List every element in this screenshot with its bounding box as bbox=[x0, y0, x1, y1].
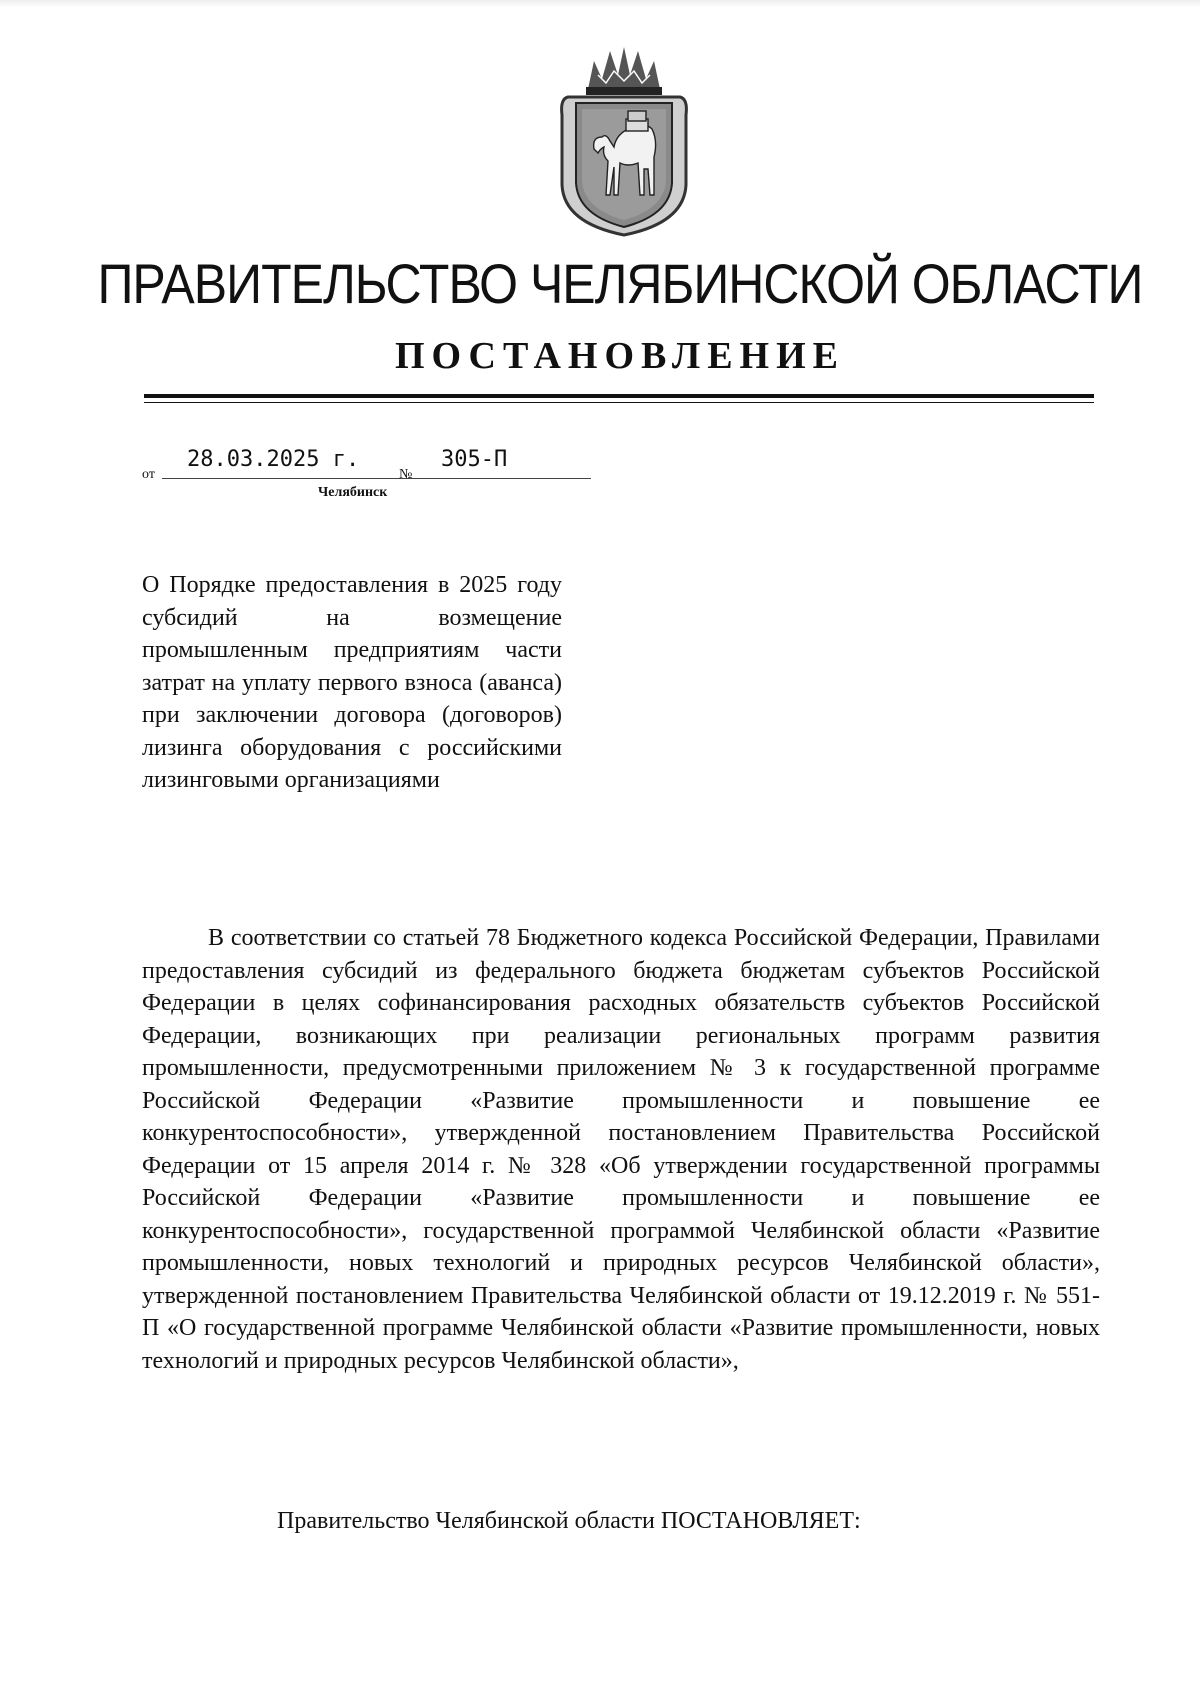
document-subject: О Порядке предоставления в 2025 году субсидий на возмещение промышленным предприятиям части затрат на уплату первого взноса (аванса) при заключении договора (договоров) лизинга оборудования с российскими лизинговыми организациями bbox=[142, 572, 562, 793]
government-title: ПРАВИТЕЛЬСТВО ЧЕЛЯБИНСКОЙ ОБЛАСТИ bbox=[97, 252, 1143, 316]
resolves-line: Правительство Челябинской области ПОСТАНОВЛЯЕТ: bbox=[277, 1508, 861, 1534]
preamble-paragraph: В соответствии со статьей 78 Бюджетного кодекса Российской Федерации, Правилами предоставления субсидий из федерального бюджета бюджетам субъектов Российской Федерации в целях софинансирования расходных обязательств субъектов Российской Федерации, возникающих при реализации региональных программ развития промышленности, предусмотренными приложением № 3 к государственной программе Российской Федерации «Развитие промышленности и повышение ее конкурентоспособности», утвержденной постановлением Правительства Российской Федерации от 15 апреля 2014 г. № 328 «Об утверждении государственной программы Российской Федерации «Развитие промышленности и повышение ее конкурентоспособности», государственной программой Челябинской области «Развитие промышленности, новых технологий и природных ресурсов Челябинской области», утвержденной постановлением Правительства Челябинской области от 19.12.2019 г. № 551-П «О государственной программе Челябинской области «Развитие промышленности, новых технологий и природных ресурсов Челябинской области», bbox=[142, 925, 1100, 1374]
document-number: 305-П bbox=[429, 445, 591, 479]
date-prefix: от bbox=[142, 467, 155, 482]
header-rule-thick bbox=[144, 394, 1094, 398]
document-meta bbox=[142, 445, 592, 485]
document-city: Челябинск bbox=[318, 485, 388, 500]
document-date: 28.03.2025 г. bbox=[162, 445, 447, 479]
document-type-title: ПОСТАНОВЛЕНИЕ bbox=[394, 335, 846, 377]
crown-icon bbox=[586, 47, 662, 95]
coat-of-arms-emblem bbox=[558, 45, 690, 237]
scan-edge bbox=[0, 0, 1200, 8]
number-label: № bbox=[399, 467, 413, 482]
header-rule-thin bbox=[144, 402, 1094, 403]
